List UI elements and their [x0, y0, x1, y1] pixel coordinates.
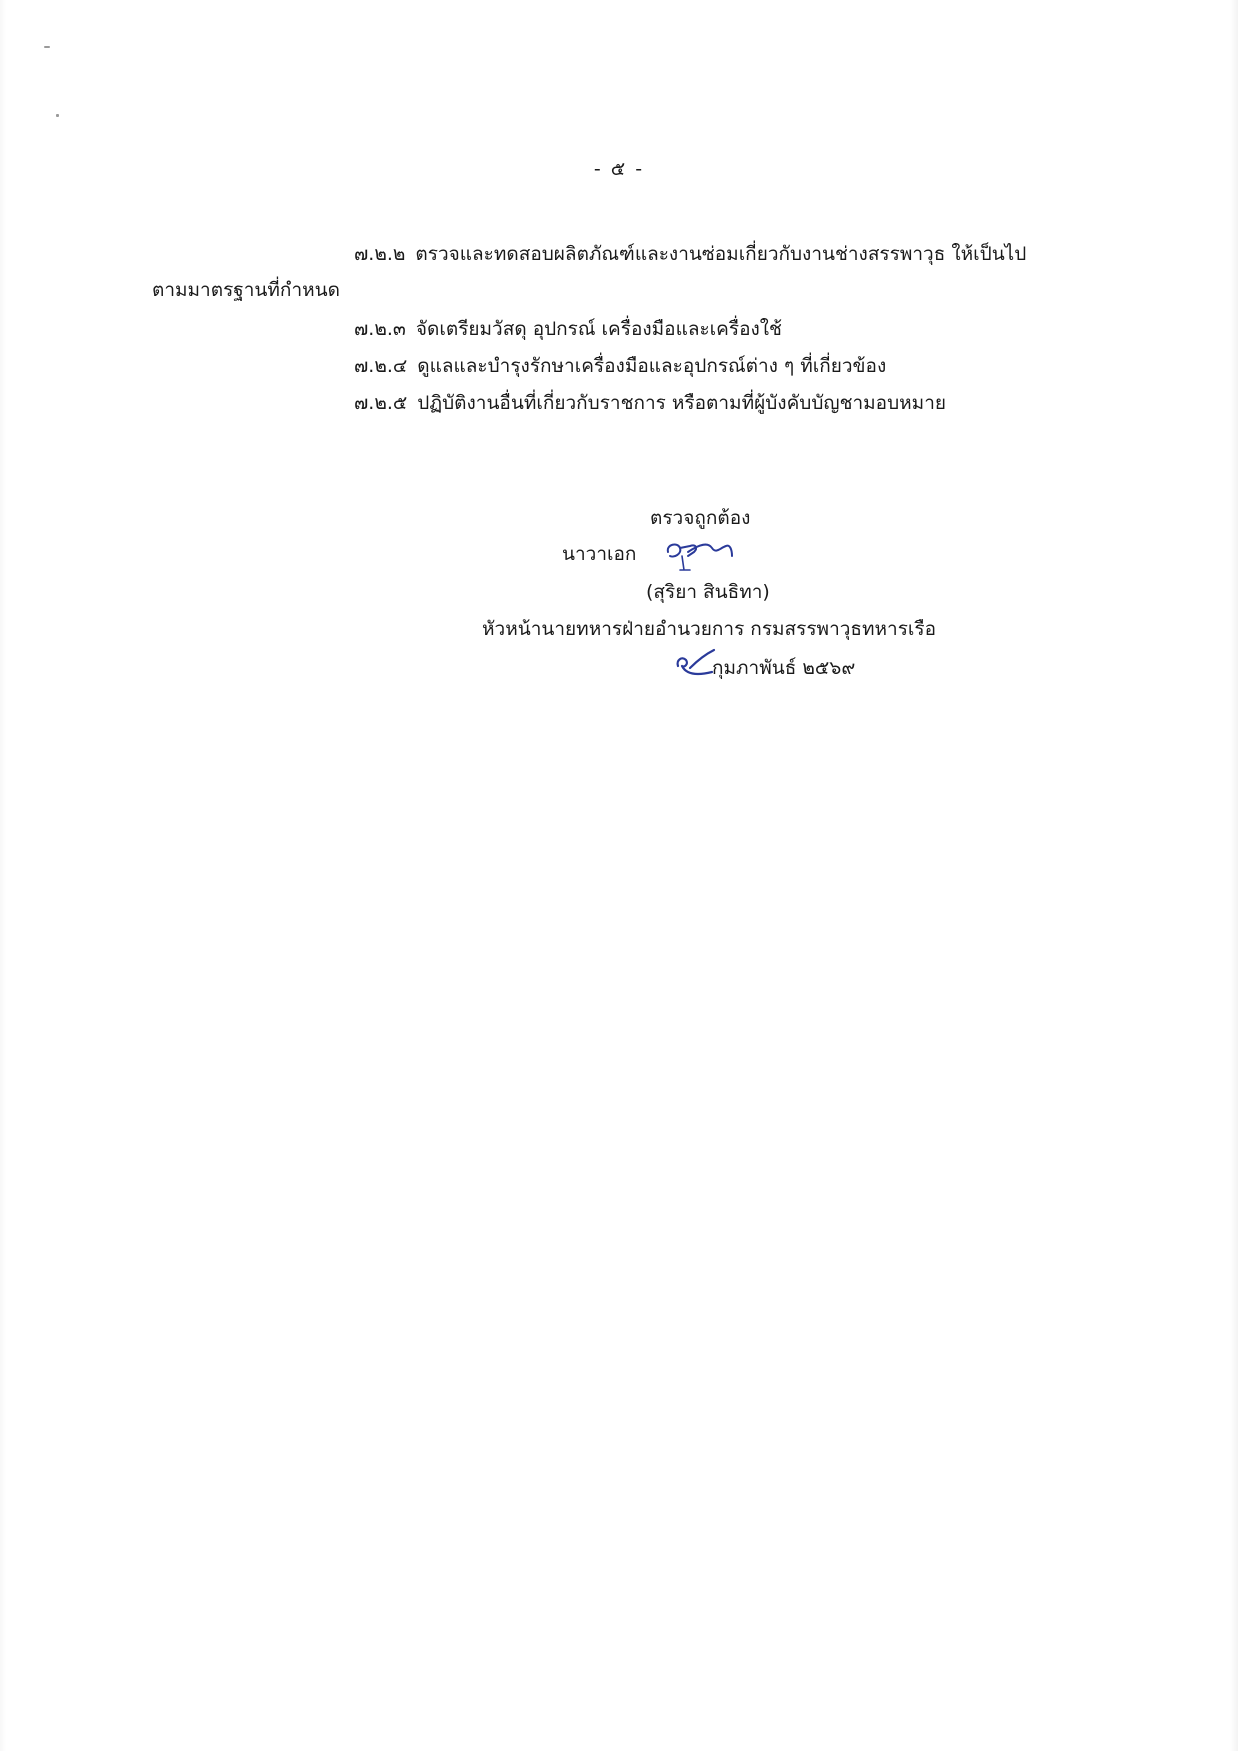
item-text: ตรวจและทดสอบผลิตภัณฑ์และงานซ่อมเกี่ยวกับงานช่างสรรพาวุธ ให้เป็นไป [415, 243, 1027, 265]
list-item [354, 242, 1026, 266]
page-number: - ๕ - [593, 158, 645, 180]
list-item-continuation [152, 278, 340, 302]
certification-date: กุมภาพันธ์ ๒๕๖๙ [712, 657, 856, 679]
item-text-continuation: ตามมาตรฐานที่กำหนด [152, 279, 340, 301]
item-number: ๗.๒.๒ [354, 243, 406, 265]
item-number: ๗.๒.๕ [354, 392, 408, 414]
scan-speck [44, 46, 50, 48]
list-item [354, 317, 782, 341]
handwritten-signature [660, 538, 740, 578]
item-text: ดูแลและบำรุงรักษาเครื่องมือและอุปกรณ์ต่าง ๆ ที่เกี่ยวข้อง [417, 355, 887, 377]
signer-position: หัวหน้านายทหารฝ่ายอำนวยการ กรมสรรพาวุธทหารเรือ [482, 618, 937, 640]
item-number: ๗.๒.๓ [354, 318, 406, 340]
list-item [354, 354, 886, 378]
signer-rank: นาวาเอก [562, 543, 637, 565]
certification-heading: ตรวจถูกต้อง [650, 507, 751, 529]
item-text: ปฏิบัติงานอื่นที่เกี่ยวกับราชการ หรือตามที่ผู้บังคับบัญชามอบหมาย [417, 392, 947, 414]
item-number: ๗.๒.๔ [354, 355, 408, 377]
list-item [354, 391, 946, 415]
scan-speck [56, 114, 59, 117]
item-text: จัดเตรียมวัสดุ อุปกรณ์ เครื่องมือและเครื่องใช้ [415, 318, 782, 340]
signer-name: (สุริยา สินธิทา) [646, 581, 770, 603]
